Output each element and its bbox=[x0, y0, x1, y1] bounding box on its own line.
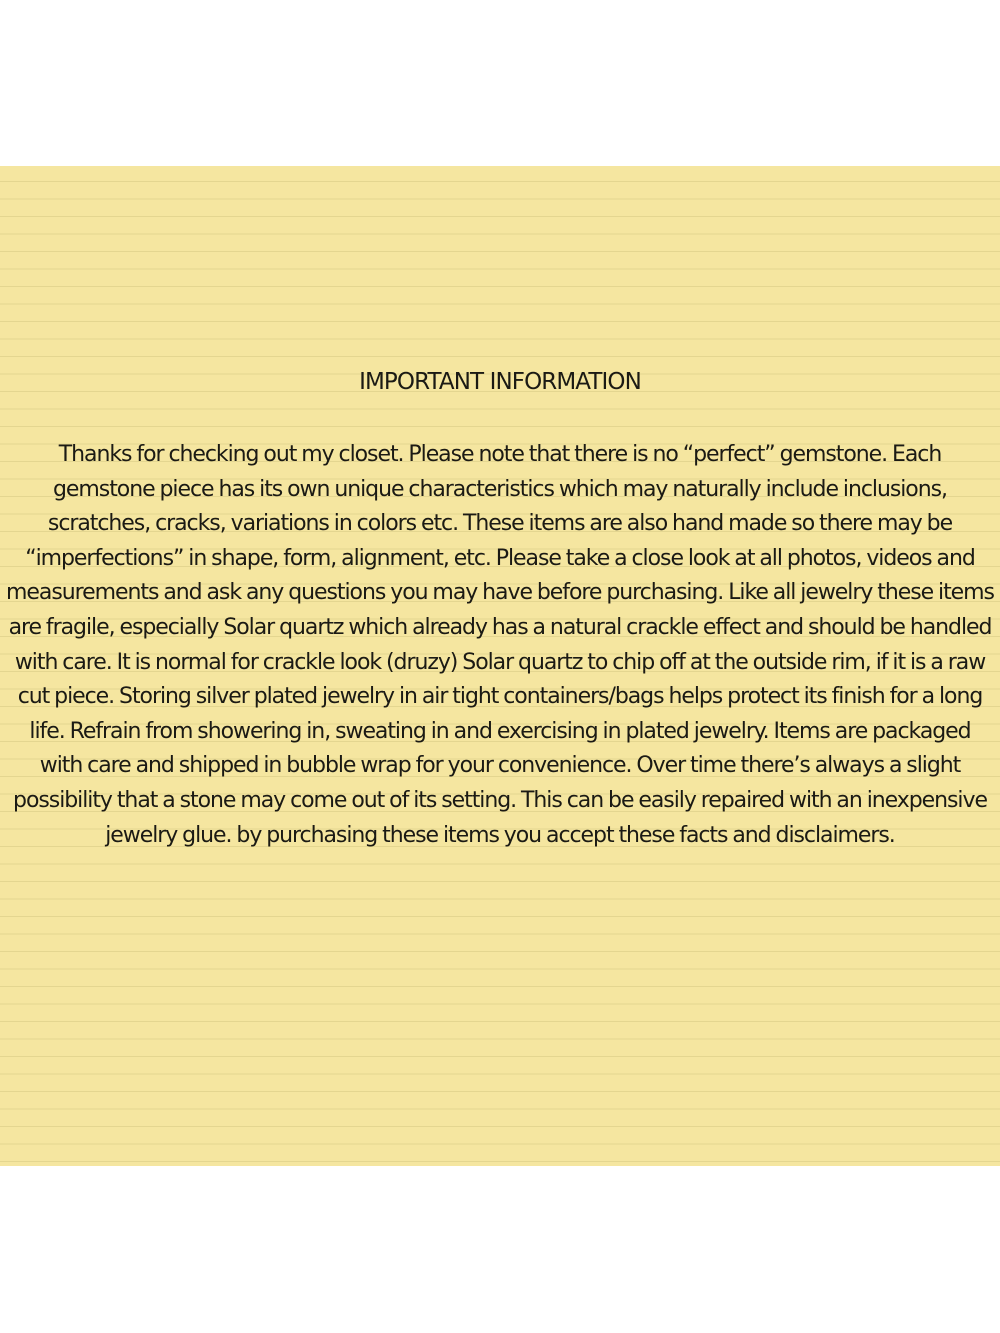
note-line: possibility that a stone may come out of its setting. This can be easily repaired with an inexpensive bbox=[13, 787, 987, 813]
note-line: with care and shipped in bubble wrap for your convenience. Over time there’s always a slight bbox=[39, 753, 961, 779]
note-line: measurements and ask any questions you may have before purchasing. Like all jewelry these items bbox=[6, 580, 994, 606]
note-line: are fragile, especially Solar quartz which already has a natural crackle effect and should be handled bbox=[8, 614, 992, 640]
note-line: gemstone piece has its own unique characteristics which may naturally include inclusions, bbox=[53, 476, 947, 502]
note-line: Thanks for checking out my closet. Please note that there is no “perfect” gemstone. Each bbox=[58, 442, 942, 467]
note-line: cut piece. Storing silver plated jewelry in air tight containers/bags helps protect its finish for a long bbox=[17, 684, 983, 710]
note-line: life. Refrain from showering in, sweating in and exercising in plated jewelry. Items are packaged bbox=[29, 718, 971, 744]
note-line: with care. It is normal for crackle look (druzy) Solar quartz to chip off at the outside rim, if it is a raw bbox=[14, 649, 986, 675]
note-body bbox=[0, 438, 1000, 853]
lined-note-paper bbox=[0, 166, 1000, 1166]
note-line: scratches, cracks, variations in colors etc. These items are also hand made so there may be bbox=[47, 511, 953, 537]
note-line: “imperfections” in shape, form, alignment, etc. Please take a close look at all photos, videos and bbox=[25, 545, 975, 571]
note-line: jewelry glue. by purchasing these items you accept these facts and disclaimers. bbox=[105, 822, 895, 848]
note-title: IMPORTANT INFORMATION bbox=[359, 369, 641, 395]
